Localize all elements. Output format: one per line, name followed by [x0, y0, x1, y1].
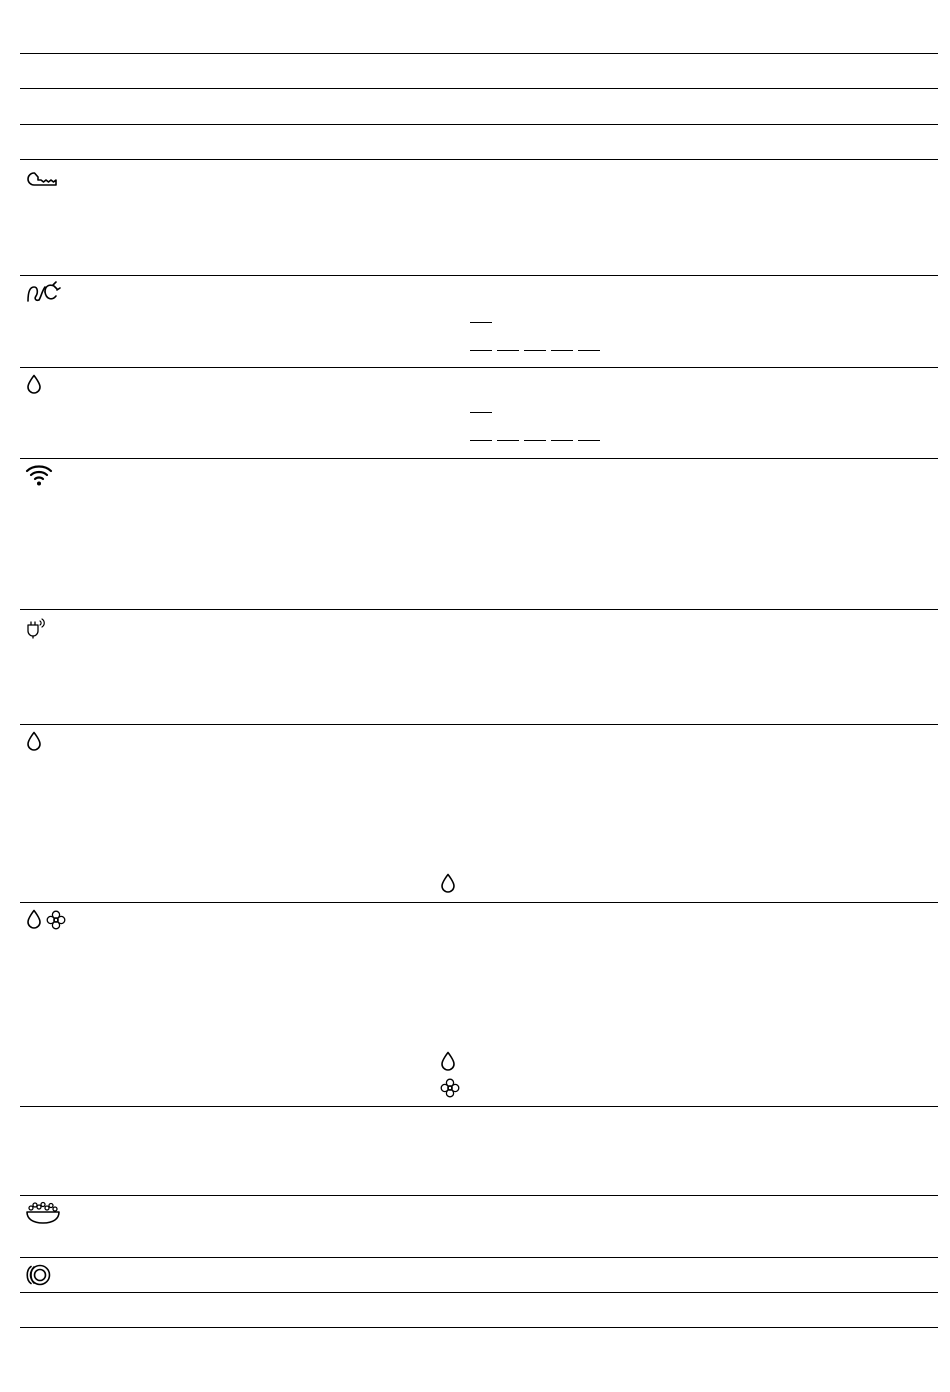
- placeholder-dash: [470, 350, 492, 351]
- detergent-basin-icon: [25, 1201, 61, 1225]
- water-drop-icon: [26, 909, 42, 929]
- table-rule: [20, 1106, 938, 1107]
- water-drop-icon: [26, 374, 42, 394]
- key-icon: [25, 171, 59, 187]
- table-rule: [20, 275, 938, 276]
- placeholder-dash: [470, 412, 492, 413]
- flower-icon: [440, 1078, 460, 1098]
- placeholder-dash: [578, 350, 600, 351]
- placeholder-dash: [551, 350, 573, 351]
- placeholder-dash: [524, 440, 546, 441]
- table-rule: [20, 1257, 938, 1258]
- table-rule: [20, 1327, 938, 1328]
- table-rule: [20, 458, 938, 459]
- table-rule: [20, 724, 938, 725]
- placeholder-dash: [497, 440, 519, 441]
- table-rule: [20, 609, 938, 610]
- table-rule: [20, 159, 938, 160]
- table-rule: [20, 1292, 938, 1293]
- placeholder-dash: [524, 350, 546, 351]
- table-rule: [20, 124, 938, 125]
- placeholder-dash: [470, 322, 492, 323]
- water-drop-icon: [26, 731, 42, 751]
- dishes-plate-icon: [25, 1264, 51, 1286]
- placeholder-dash: [470, 440, 492, 441]
- table-rule: [20, 88, 938, 89]
- flower-icon: [46, 910, 66, 930]
- appliance-plug-icon: [26, 282, 60, 304]
- table-rule: [20, 1195, 938, 1196]
- table-rule: [20, 902, 938, 903]
- placeholder-dash: [497, 350, 519, 351]
- table-rule: [20, 53, 938, 54]
- wifi-icon: [25, 464, 53, 486]
- placeholder-dash: [578, 440, 600, 441]
- remote-start-icon: [25, 616, 49, 638]
- placeholder-dash: [551, 440, 573, 441]
- table-rule: [20, 367, 938, 368]
- water-drop-icon: [440, 873, 456, 893]
- water-drop-icon: [440, 1051, 456, 1071]
